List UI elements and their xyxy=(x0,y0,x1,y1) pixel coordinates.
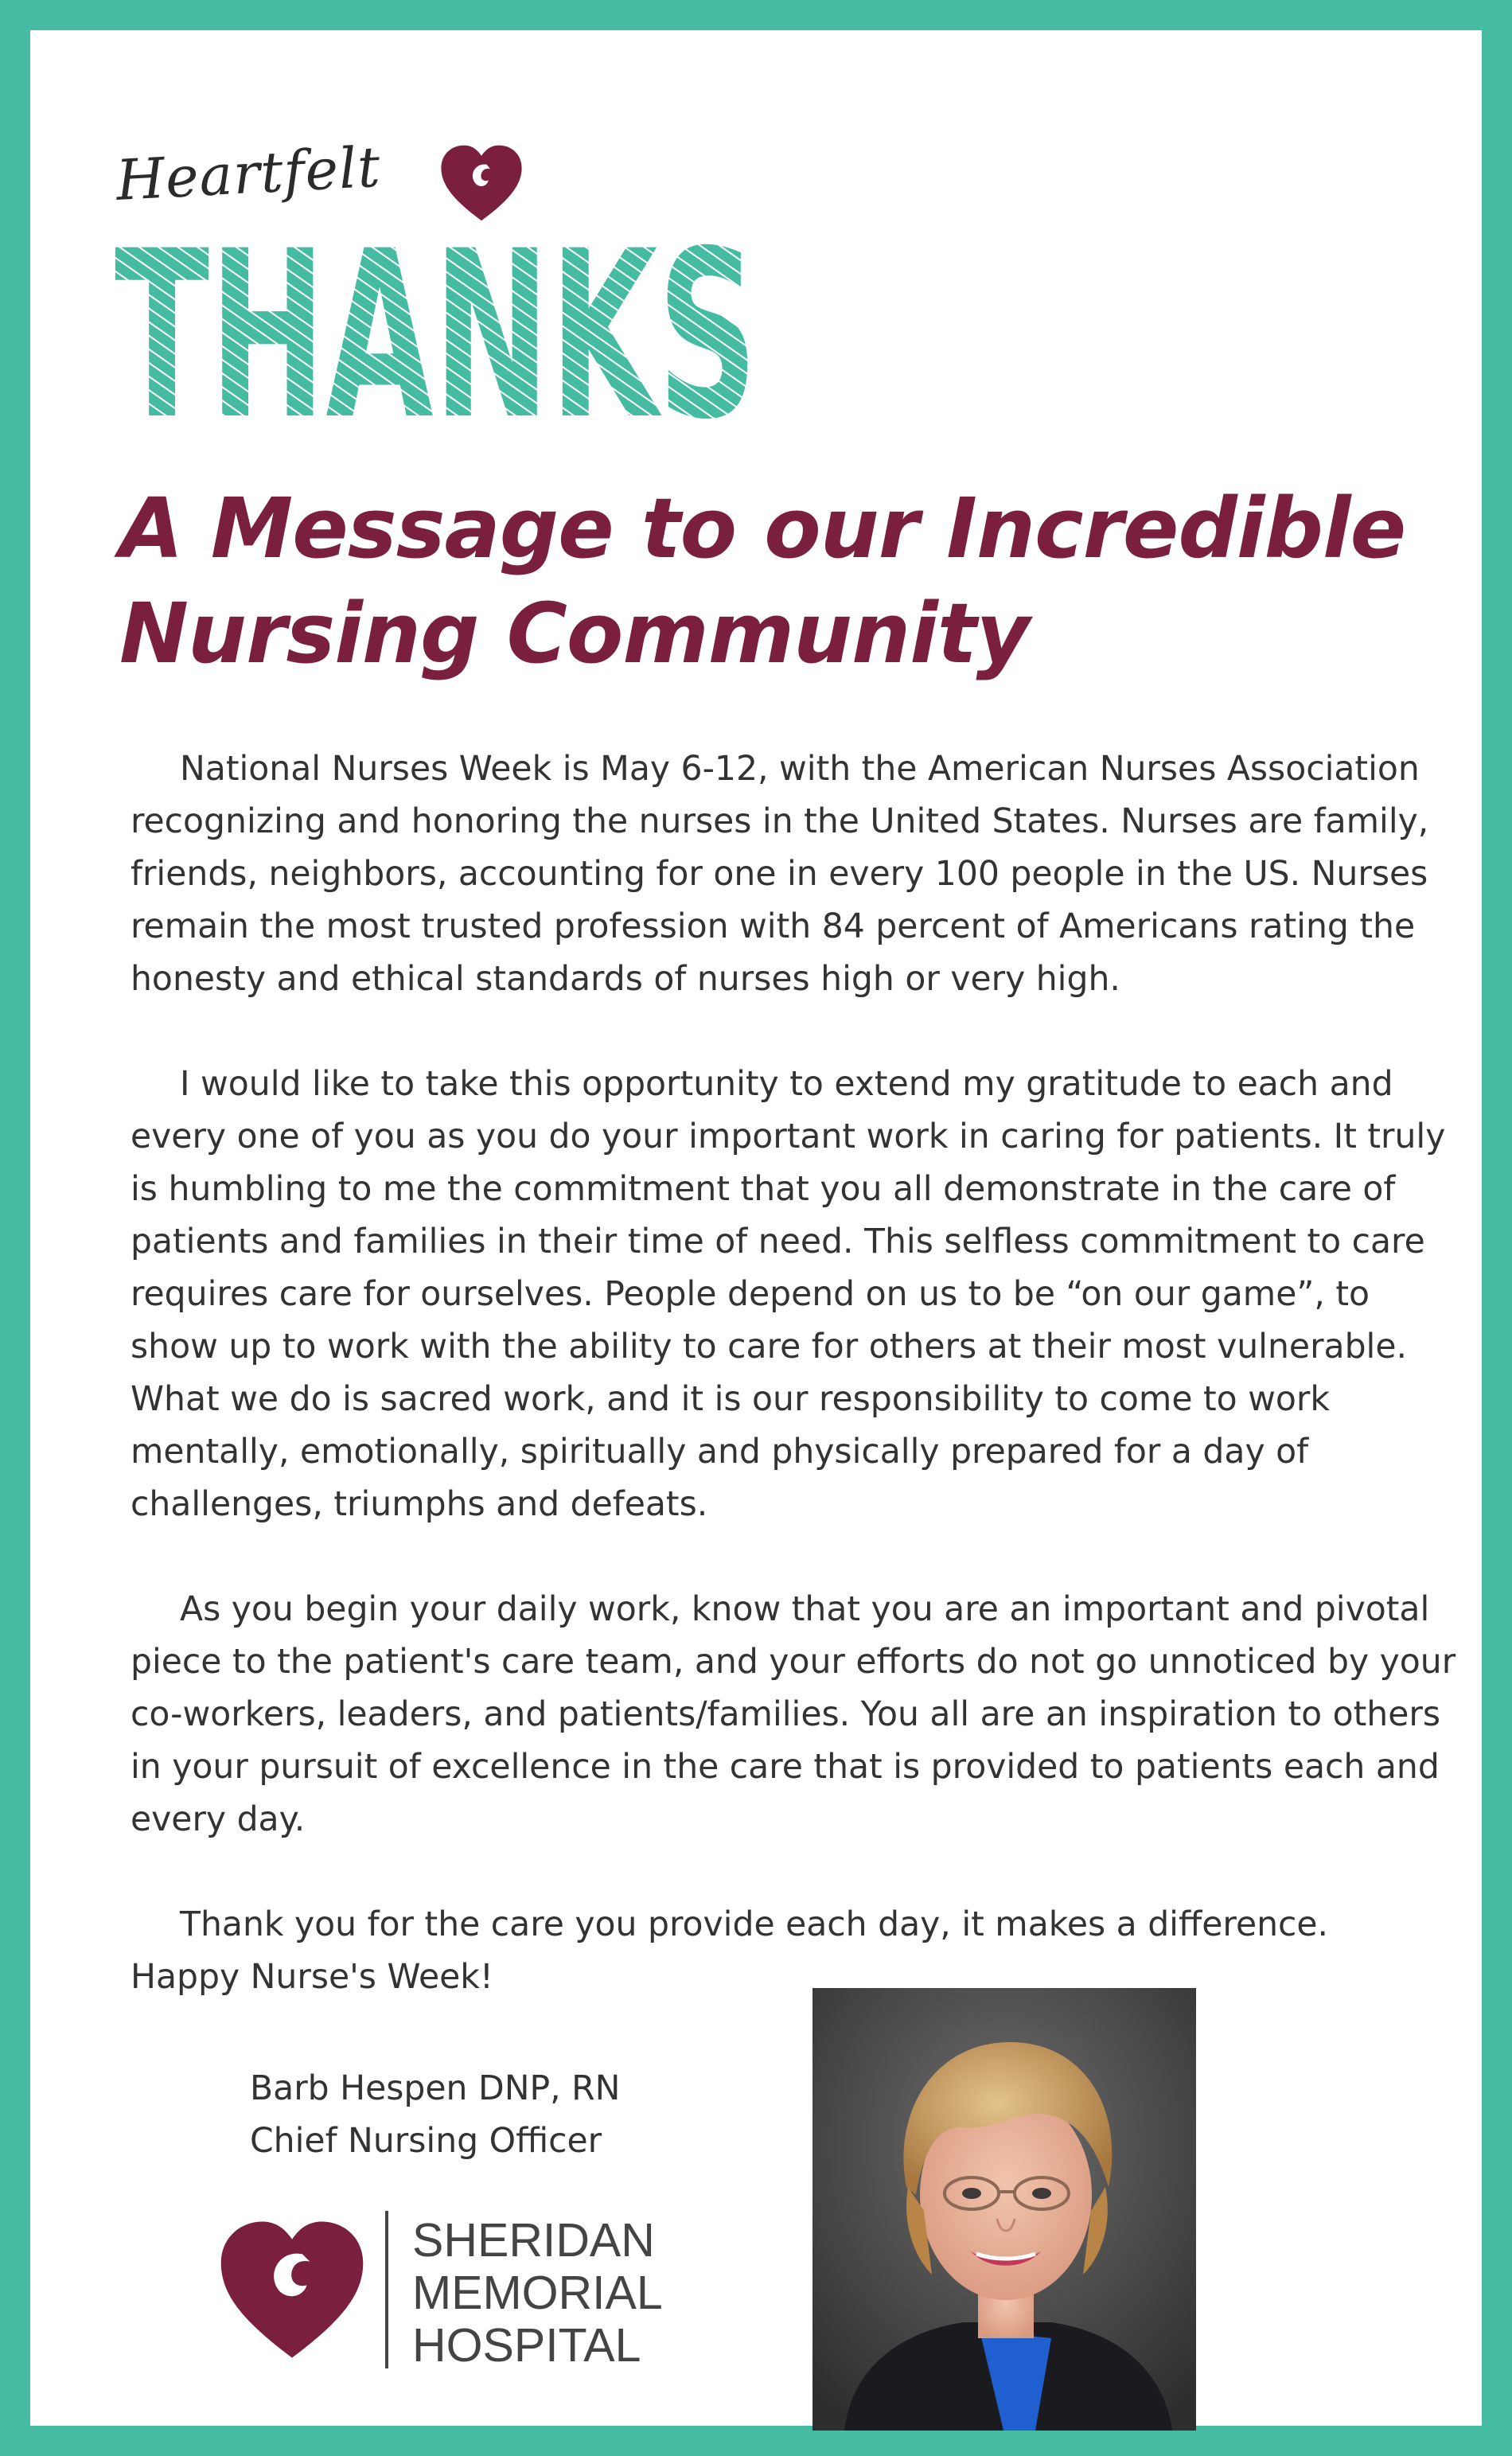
hospital-name-line-1: SHERIDAN xyxy=(412,2214,655,2267)
thanks-word: THANKS xyxy=(115,202,758,470)
paragraph-1: National Nurses Week is May 6-12, with the American Nurses Association recognizing and honoring the nurses in the United States. Nurses are family, friends, neighbors, accounting for one in every 100 people in the US. Nurses remain the most trusted profession with 84 percent of Americans rating the honesty and ethical standards of nurses high or very high. xyxy=(131,750,1429,999)
hospital-heart-icon xyxy=(218,2216,366,2364)
signer-name: Barb Hespen DNP, RN xyxy=(250,2069,621,2108)
headline-line-1: A Message to our Incredible xyxy=(119,480,1406,577)
hospital-name xyxy=(412,2214,663,2372)
closing-line-1: Thank you for the care you provide each day, it makes a difference. xyxy=(180,1905,1329,1944)
heartfelt-script-text: Heartfelt xyxy=(114,134,383,213)
signature-block xyxy=(250,2063,620,2168)
heartfelt-thanks-logo xyxy=(110,134,762,470)
closing-line-2: Happy Nurse's Week! xyxy=(131,1958,493,1997)
hospital-name-line-3: HOSPITAL xyxy=(412,2319,641,2372)
portrait-illustration xyxy=(813,1988,1196,2431)
paragraph-2: I would like to take this opportunity to extend my gratitude to each and every one of you as you do your important work in caring for patients. It truly is humbling to me the commitment that you all demonstrate in the care of patients and families in their time of need. This selfless commitment to care requires care for ourselves. People depend on us to be “on our game”, to show up to work with the ability to care for others at their most vulnerable. What we do is sacred work, and it is our responsibility to come to work mentally, emotionally, spiritually and physically prepared for a day of challenges, triumphs and defeats. xyxy=(131,1065,1446,1524)
hospital-name-line-2: MEMORIAL xyxy=(412,2267,663,2319)
headline xyxy=(119,476,1472,686)
paragraph-3: As you begin your daily work, know that you are an important and pivotal piece to the patient's care team, and your efforts do not go unnoticed by your co-workers, leaders, and patients/families. You all are an inspiration to others in your pursuit of excellence in the care that is provided to patients each and every day. xyxy=(131,1590,1456,1839)
letter-body xyxy=(131,743,1467,2004)
thanks-lettering xyxy=(110,202,762,470)
portrait-photo xyxy=(813,1988,1196,2431)
headline-line-2: Nursing Community xyxy=(119,585,1030,682)
logo-divider xyxy=(385,2211,388,2368)
hospital-logo xyxy=(218,2211,696,2370)
closing-paragraph xyxy=(131,1899,1467,2004)
signer-title: Chief Nursing Officer xyxy=(250,2122,602,2161)
